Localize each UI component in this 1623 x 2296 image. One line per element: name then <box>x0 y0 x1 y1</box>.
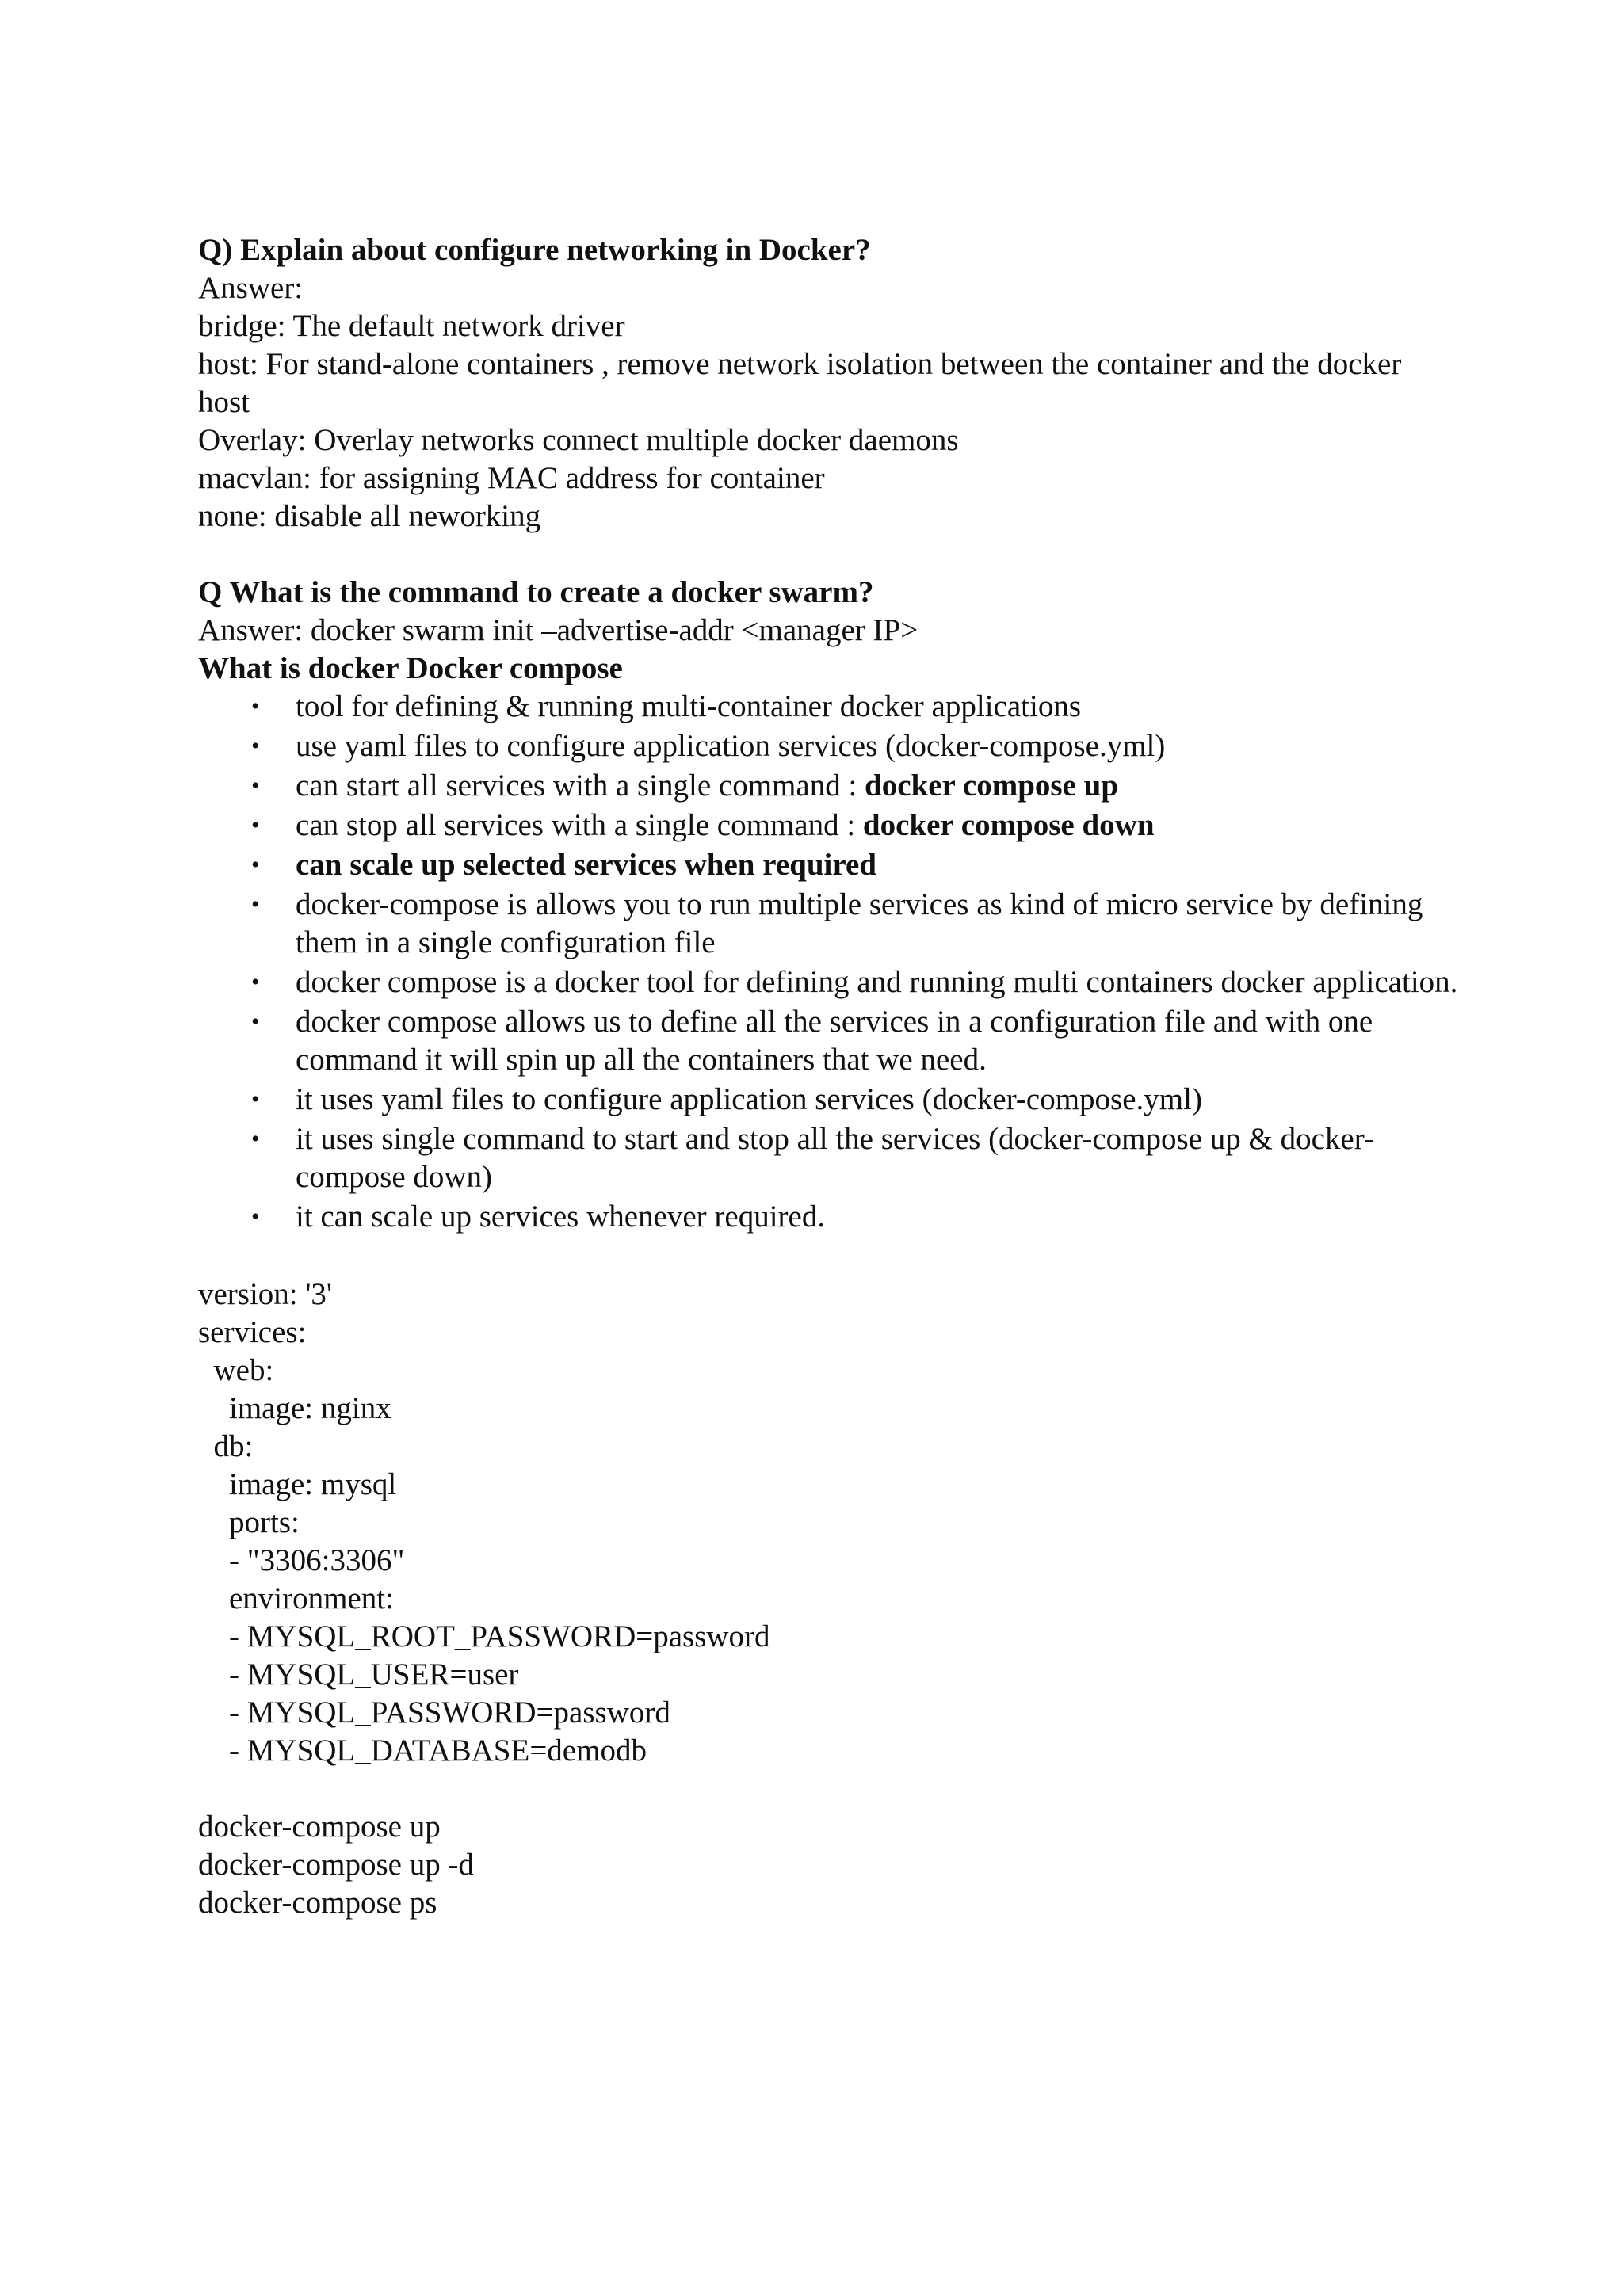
yaml-line: services: <box>198 1315 307 1349</box>
yaml-line: ports: <box>198 1505 300 1539</box>
list-item: • it can scale up services whenever required. <box>198 1198 1474 1236</box>
spacer <box>198 536 1466 574</box>
yaml-line: - "3306:3306" <box>198 1543 405 1577</box>
list-item: • it uses single command to start and stop all the services (docker-compose up & docker-compose down) <box>251 1122 1374 1194</box>
question-swarm: Q What is the command to create a docker swarm? <box>198 575 874 609</box>
command-line: docker-compose ps <box>198 1886 437 1920</box>
bullet-icon: • <box>251 693 260 719</box>
answer-label: Answer: <box>198 271 304 305</box>
network-driver-none: none: disable all neworking <box>198 499 541 533</box>
spacer <box>198 1238 1466 1276</box>
network-driver-bridge: bridge: The default network driver <box>198 309 625 343</box>
bullet-icon: • <box>251 1203 260 1230</box>
list-item: • it uses yaml files to configure application services (docker-compose.yml) <box>198 1081 1474 1119</box>
list-item: • docker-compose is allows you to run multiple services as kind of micro service by defining them in a single configuration file <box>251 887 1423 959</box>
yaml-line: - MYSQL_PASSWORD=password <box>198 1695 670 1730</box>
yaml-line: db: <box>198 1429 254 1463</box>
bullet-icon: • <box>251 969 260 995</box>
answer-swarm: Answer: docker swarm init –advertise-addr <manager IP> <box>198 613 918 647</box>
bullet-icon: • <box>251 1009 260 1035</box>
list-item: • can start all services with a single command : docker compose up <box>198 767 1474 805</box>
command-line: docker-compose up -d <box>198 1848 474 1882</box>
yaml-line: web: <box>198 1353 274 1387</box>
yaml-line: - MYSQL_USER=user <box>198 1657 519 1691</box>
network-driver-overlay: Overlay: Overlay networks connect multiple docker daemons <box>198 423 959 457</box>
yaml-line: - MYSQL_DATABASE=demodb <box>198 1733 647 1768</box>
document-page <box>198 231 1466 1922</box>
yaml-line: environment: <box>198 1581 394 1615</box>
list-item: • use yaml files to configure application services (docker-compose.yml) <box>198 727 1474 765</box>
bullet-icon: • <box>251 1126 260 1152</box>
bullet-icon: • <box>251 772 260 799</box>
bullet-icon: • <box>251 852 260 878</box>
heading-docker-compose: What is docker Docker compose <box>198 651 623 685</box>
bullet-icon: • <box>251 733 260 759</box>
yaml-line: version: '3' <box>198 1277 332 1311</box>
bullet-icon: • <box>251 891 260 917</box>
list-item: • tool for defining & running multi-container docker applications <box>198 688 1474 726</box>
command-line: docker-compose up <box>198 1810 441 1844</box>
yaml-line: image: nginx <box>198 1391 391 1425</box>
bullet-icon: • <box>251 1086 260 1112</box>
network-driver-macvlan: macvlan: for assigning MAC address for container <box>198 461 825 495</box>
list-item: • can scale up selected services when required <box>198 846 1474 884</box>
spacer <box>198 1770 1466 1808</box>
list-item: • docker compose is a docker tool for defining and running multi containers docker application. <box>198 963 1474 1001</box>
compose-bullet-list <box>198 688 1474 1236</box>
yaml-line: image: mysql <box>198 1467 397 1501</box>
compose-commands-block <box>198 1808 1466 1922</box>
bullet-icon: • <box>251 812 260 838</box>
network-driver-host: host: For stand-alone containers , remove network isolation between the container and the docker host <box>198 347 1402 419</box>
yaml-line: - MYSQL_ROOT_PASSWORD=password <box>198 1619 770 1653</box>
list-item: • docker compose allows us to define all the services in a configuration file and with one command it will spin up all the containers that we need. <box>251 1005 1373 1077</box>
question-networking: Q) Explain about configure networking in Docker? <box>198 233 871 267</box>
compose-yaml-block <box>198 1276 1466 1770</box>
list-item: • can stop all services with a single command : docker compose down <box>198 807 1474 845</box>
